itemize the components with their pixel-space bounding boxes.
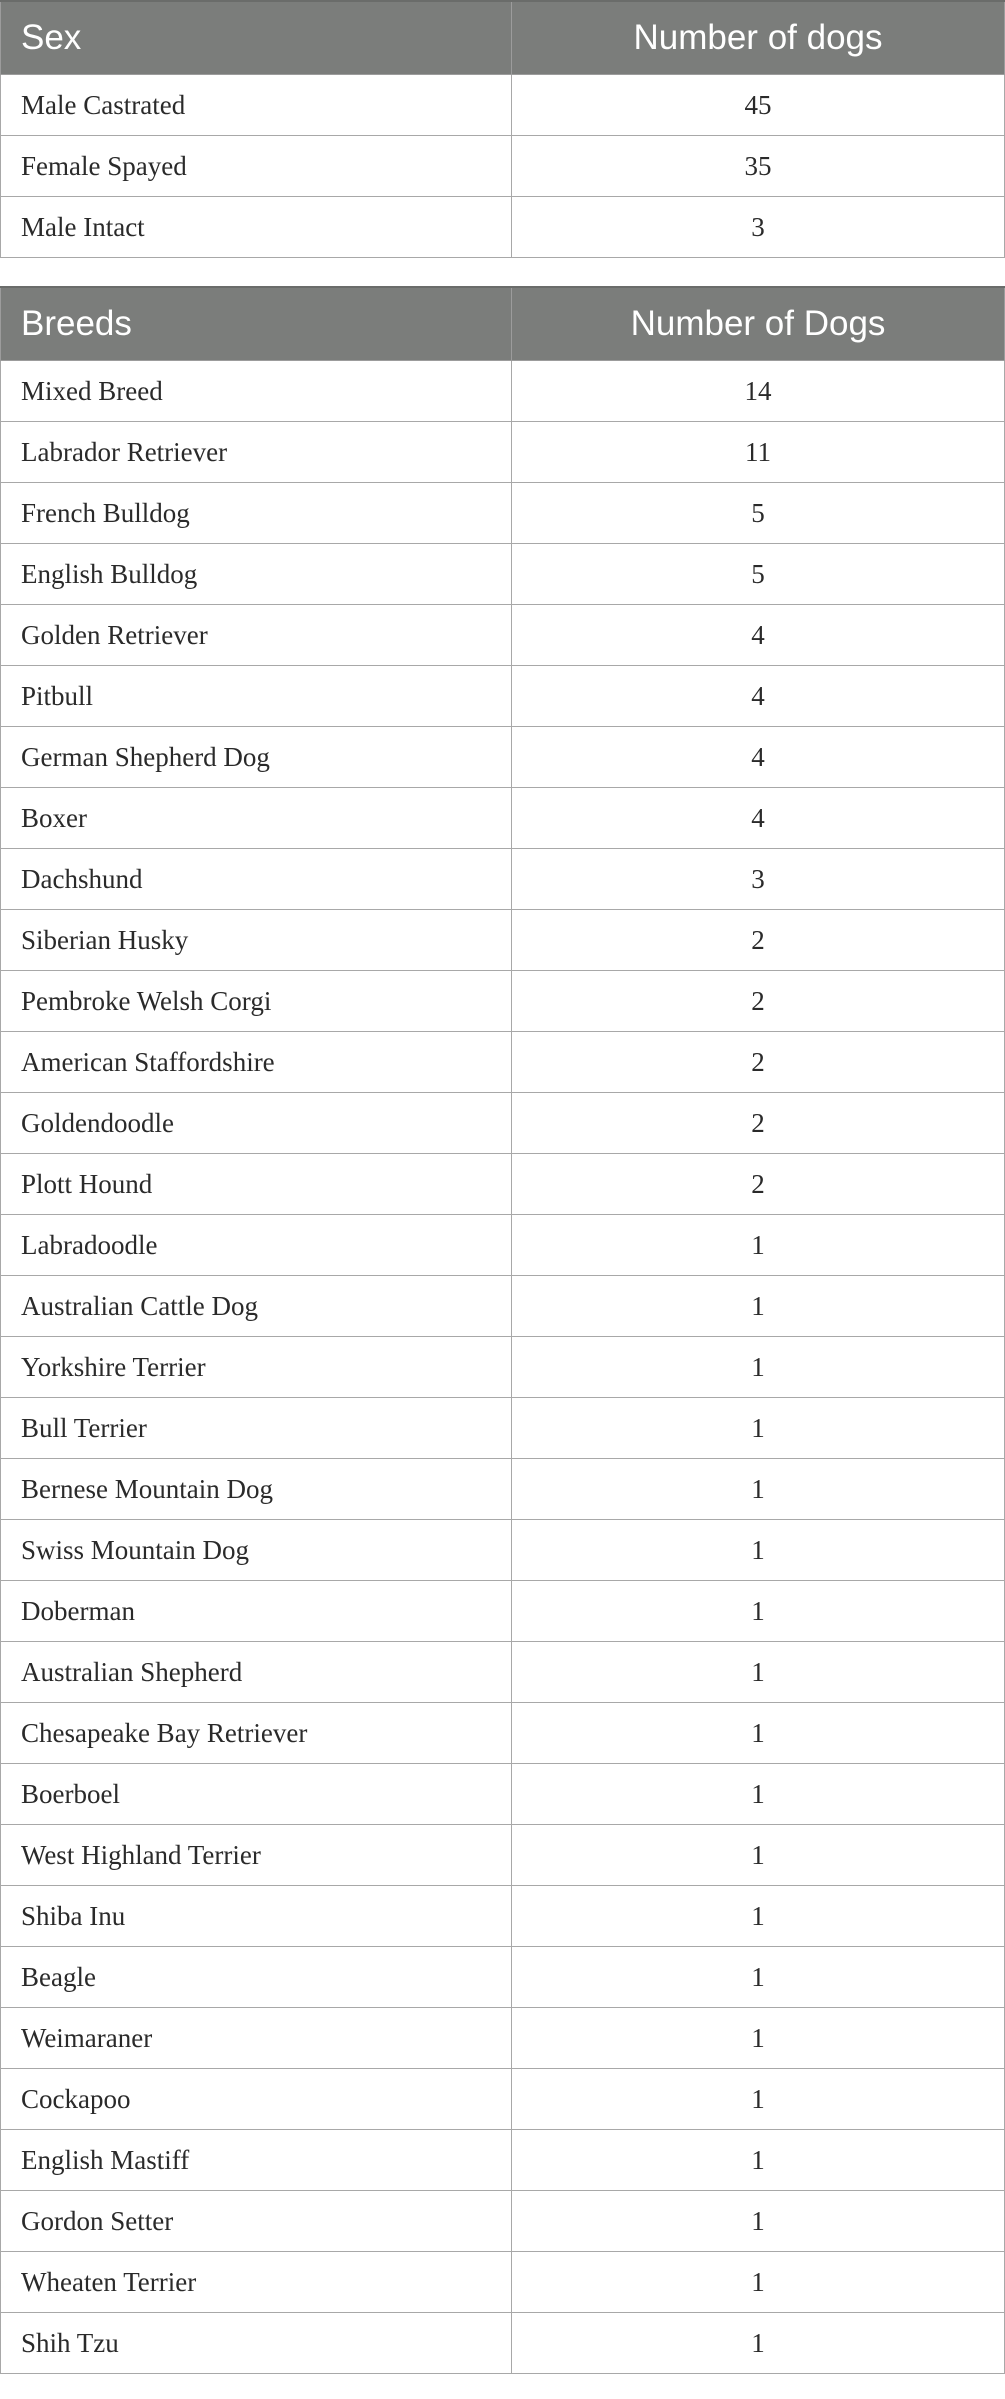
table-row: [1, 197, 1005, 258]
breed-cell: Labradoodle: [1, 1215, 512, 1276]
table-row: [1, 1825, 1005, 1886]
breed-cell: American Staffordshire: [1, 1032, 512, 1093]
sex-cell: Female Spayed: [1, 136, 512, 197]
breed-cell: Boxer: [1, 788, 512, 849]
count-cell: 3: [512, 197, 1005, 258]
sex-table-header-row: [1, 1, 1005, 75]
table-row: [1, 1276, 1005, 1337]
count-cell: 1: [512, 1215, 1005, 1276]
table-row: [1, 544, 1005, 605]
breeds-table-header-row: [1, 287, 1005, 361]
breed-cell: Shiba Inu: [1, 1886, 512, 1947]
table-row: [1, 1703, 1005, 1764]
count-cell: 1: [512, 1947, 1005, 2008]
breed-cell: Pembroke Welsh Corgi: [1, 971, 512, 1032]
breed-cell: Doberman: [1, 1581, 512, 1642]
breed-cell: Siberian Husky: [1, 910, 512, 971]
table-row: [1, 2008, 1005, 2069]
breed-cell: Bernese Mountain Dog: [1, 1459, 512, 1520]
count-cell: 1: [512, 2313, 1005, 2374]
sex-column-header: Sex: [1, 1, 512, 75]
table-row: [1, 2313, 1005, 2374]
count-cell: 1: [512, 1642, 1005, 1703]
breed-cell: Swiss Mountain Dog: [1, 1520, 512, 1581]
breed-cell: Pitbull: [1, 666, 512, 727]
count-cell: 1: [512, 2130, 1005, 2191]
table-row: [1, 849, 1005, 910]
table-row: [1, 361, 1005, 422]
breed-cell: Weimaraner: [1, 2008, 512, 2069]
breed-cell: Wheaten Terrier: [1, 2252, 512, 2313]
table-row: [1, 2069, 1005, 2130]
breed-cell: German Shepherd Dog: [1, 727, 512, 788]
sex-cell: Male Castrated: [1, 75, 512, 136]
breed-cell: English Mastiff: [1, 2130, 512, 2191]
breed-cell: Shih Tzu: [1, 2313, 512, 2374]
count-cell: 2: [512, 910, 1005, 971]
breed-cell: Bull Terrier: [1, 1398, 512, 1459]
breed-cell: Yorkshire Terrier: [1, 1337, 512, 1398]
table-row: [1, 1398, 1005, 1459]
count-cell: 4: [512, 605, 1005, 666]
breed-cell: Beagle: [1, 1947, 512, 2008]
breeds-column-header: Breeds: [1, 287, 512, 361]
breed-cell: Boerboel: [1, 1764, 512, 1825]
breed-cell: Cockapoo: [1, 2069, 512, 2130]
count-cell: 2: [512, 1032, 1005, 1093]
table-row: [1, 136, 1005, 197]
table-row: [1, 1032, 1005, 1093]
table-row: [1, 2191, 1005, 2252]
count-cell: 1: [512, 1398, 1005, 1459]
count-cell: 5: [512, 544, 1005, 605]
sex-table: [0, 0, 1005, 258]
count-cell: 1: [512, 1825, 1005, 1886]
count-cell: 14: [512, 361, 1005, 422]
table-row: [1, 422, 1005, 483]
breed-cell: Goldendoodle: [1, 1093, 512, 1154]
breed-cell: Gordon Setter: [1, 2191, 512, 2252]
table-row: [1, 1154, 1005, 1215]
count-cell: 1: [512, 1520, 1005, 1581]
table-row: [1, 1520, 1005, 1581]
table-row: [1, 1459, 1005, 1520]
count-cell: 2: [512, 1154, 1005, 1215]
table-row: [1, 1947, 1005, 2008]
breed-cell: French Bulldog: [1, 483, 512, 544]
breed-cell: Labrador Retriever: [1, 422, 512, 483]
count-cell: 4: [512, 727, 1005, 788]
count-cell: 3: [512, 849, 1005, 910]
breed-cell: Dachshund: [1, 849, 512, 910]
table-row: [1, 1337, 1005, 1398]
table-row: [1, 1642, 1005, 1703]
count-cell: 1: [512, 1276, 1005, 1337]
table-row: [1, 2130, 1005, 2191]
breed-cell: West Highland Terrier: [1, 1825, 512, 1886]
table-row: [1, 2252, 1005, 2313]
count-cell: 1: [512, 1459, 1005, 1520]
count-cell: 1: [512, 2191, 1005, 2252]
breed-cell: Mixed Breed: [1, 361, 512, 422]
count-cell: 1: [512, 1581, 1005, 1642]
sex-count-column-header: Number of dogs: [512, 1, 1005, 75]
breed-cell: English Bulldog: [1, 544, 512, 605]
table-row: [1, 971, 1005, 1032]
breed-cell: Golden Retriever: [1, 605, 512, 666]
count-cell: 1: [512, 1703, 1005, 1764]
count-cell: 1: [512, 1764, 1005, 1825]
table-row: [1, 1581, 1005, 1642]
table-row: [1, 1764, 1005, 1825]
count-cell: 1: [512, 2008, 1005, 2069]
table-row: [1, 605, 1005, 666]
count-cell: 1: [512, 2252, 1005, 2313]
count-cell: 2: [512, 971, 1005, 1032]
sex-cell: Male Intact: [1, 197, 512, 258]
count-cell: 4: [512, 666, 1005, 727]
table-row: [1, 1886, 1005, 1947]
table-row: [1, 483, 1005, 544]
table-row: [1, 1215, 1005, 1276]
breed-cell: Chesapeake Bay Retriever: [1, 1703, 512, 1764]
table-row: [1, 666, 1005, 727]
count-cell: 1: [512, 1337, 1005, 1398]
count-cell: 35: [512, 136, 1005, 197]
table-row: [1, 75, 1005, 136]
count-cell: 1: [512, 2069, 1005, 2130]
table-row: [1, 727, 1005, 788]
count-cell: 2: [512, 1093, 1005, 1154]
table-row: [1, 1093, 1005, 1154]
table-row: [1, 910, 1005, 971]
count-cell: 4: [512, 788, 1005, 849]
count-cell: 5: [512, 483, 1005, 544]
breed-cell: Australian Shepherd: [1, 1642, 512, 1703]
count-cell: 11: [512, 422, 1005, 483]
count-cell: 45: [512, 75, 1005, 136]
breeds-table: [0, 286, 1005, 2374]
breeds-count-column-header: Number of Dogs: [512, 287, 1005, 361]
breed-cell: Australian Cattle Dog: [1, 1276, 512, 1337]
breed-cell: Plott Hound: [1, 1154, 512, 1215]
table-row: [1, 788, 1005, 849]
count-cell: 1: [512, 1886, 1005, 1947]
